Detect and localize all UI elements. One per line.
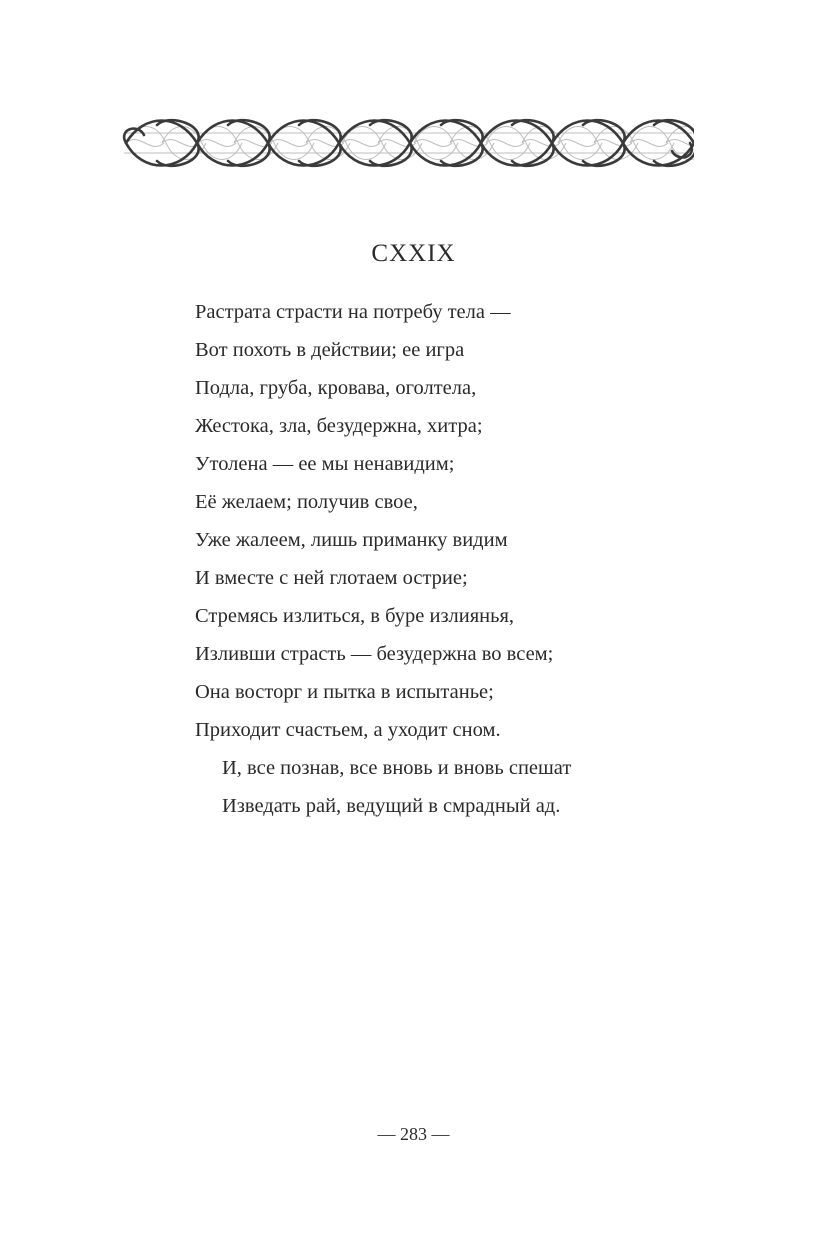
poem-line: Она восторг и пытка в испытанье; [195,681,494,703]
poem-line: Её желаем; получив свое, [195,491,418,513]
poem-title: CXXIX [371,240,456,267]
poem-line: И вместе с ней глотаем острие; [195,567,468,589]
poem-line: Уже жалеем, лишь приманку видим [195,529,508,551]
poem-line: Растрата страсти на потребу тела — [195,301,511,323]
poem-line: Подла, груба, кровава, оголтела, [195,377,477,399]
page-number: — 283 — [377,1124,450,1144]
couplet-line: И, все познав, все вновь и вновь спешат [222,757,572,779]
poem-body [195,296,715,828]
decorative-scroll-border-icon [122,112,694,174]
poem-line: Утолена — ее мы ненавидим; [195,453,455,475]
couplet-line: Изведать рай, ведущий в смрадный ад. [222,795,561,817]
poem-line: Вот похоть в действии; ее игра [195,339,465,361]
poem-line: Изливши страсть — безудержна во всем; [195,643,554,665]
poem-line: Приходит счастьем, а уходит сном. [195,719,501,741]
poem-line: Стремясь излиться, в буре излиянья, [195,605,515,627]
poem-line: Жестока, зла, безудержна, хитра; [195,415,483,437]
